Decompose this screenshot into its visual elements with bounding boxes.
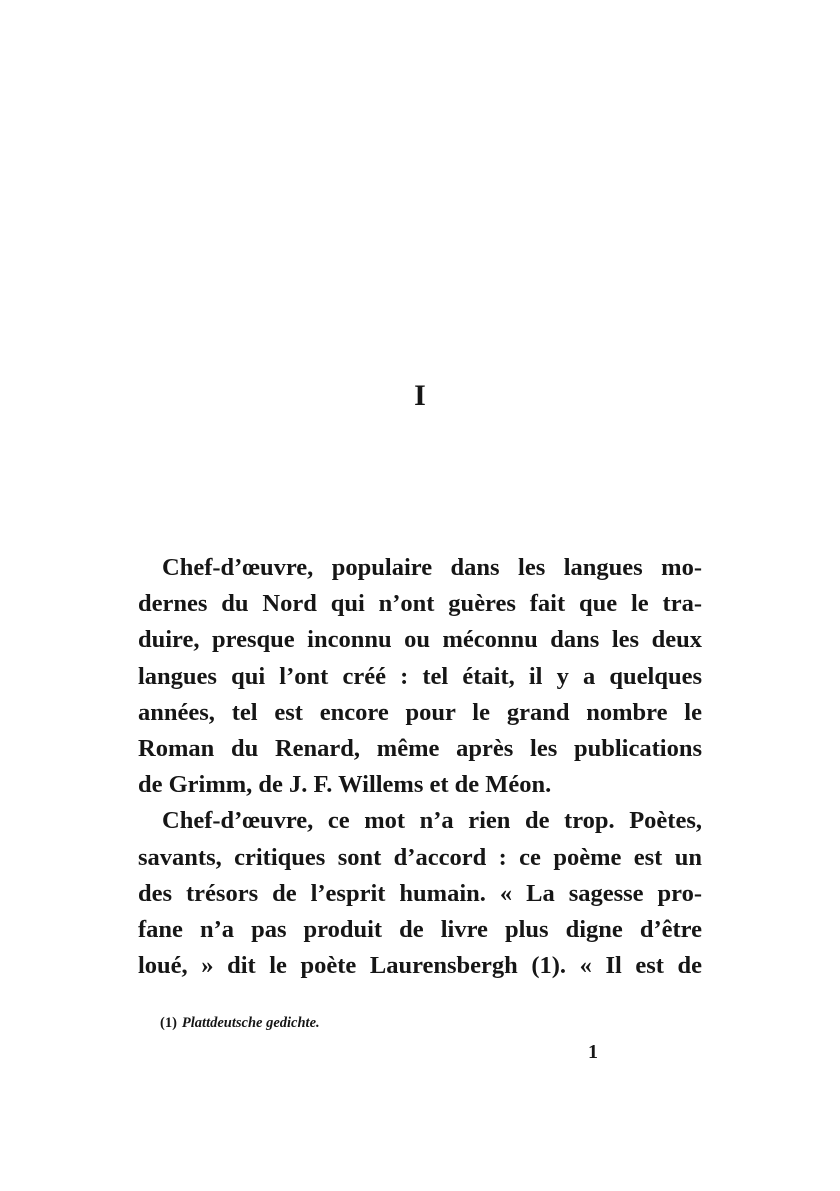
body-text bbox=[138, 550, 702, 984]
text-line: Roman du Renard, même après les publications bbox=[138, 734, 702, 762]
text-line: des trésors de l’esprit humain. « La sagesse pro- bbox=[138, 879, 702, 907]
text-line: fane n’a pas produit de livre plus digne d’être bbox=[138, 915, 702, 943]
text-line: de Grimm, de J. F. Willems et de Méon. bbox=[138, 771, 552, 799]
text-line: langues qui l’ont créé : tel était, il y a quelques bbox=[138, 662, 702, 690]
text-line: Chef-d’œuvre, populaire dans les langues mo- bbox=[162, 554, 702, 581]
text-line: Chef-d’œuvre, ce mot n’a rien de trop. Poètes, bbox=[162, 807, 702, 835]
text-line: savants, critiques sont d’accord : ce poème est un bbox=[138, 843, 702, 871]
chapter-heading: I bbox=[414, 379, 426, 412]
footnote bbox=[160, 1013, 320, 1033]
page-number: 1 bbox=[588, 1041, 598, 1063]
text-line: loué, » dit le poète Laurensbergh (1). « Il est de bbox=[138, 952, 702, 980]
footnote-marker: (1) bbox=[160, 1015, 177, 1031]
text-line: dernes du Nord qui n’ont guères fait que le tra- bbox=[138, 590, 702, 618]
text-line: années, tel est encore pour le grand nombre le bbox=[138, 698, 702, 726]
footnote-title: Plattdeutsche gedichte. bbox=[181, 1015, 320, 1031]
text-line: duire, presque inconnu ou méconnu dans les deux bbox=[138, 626, 702, 654]
